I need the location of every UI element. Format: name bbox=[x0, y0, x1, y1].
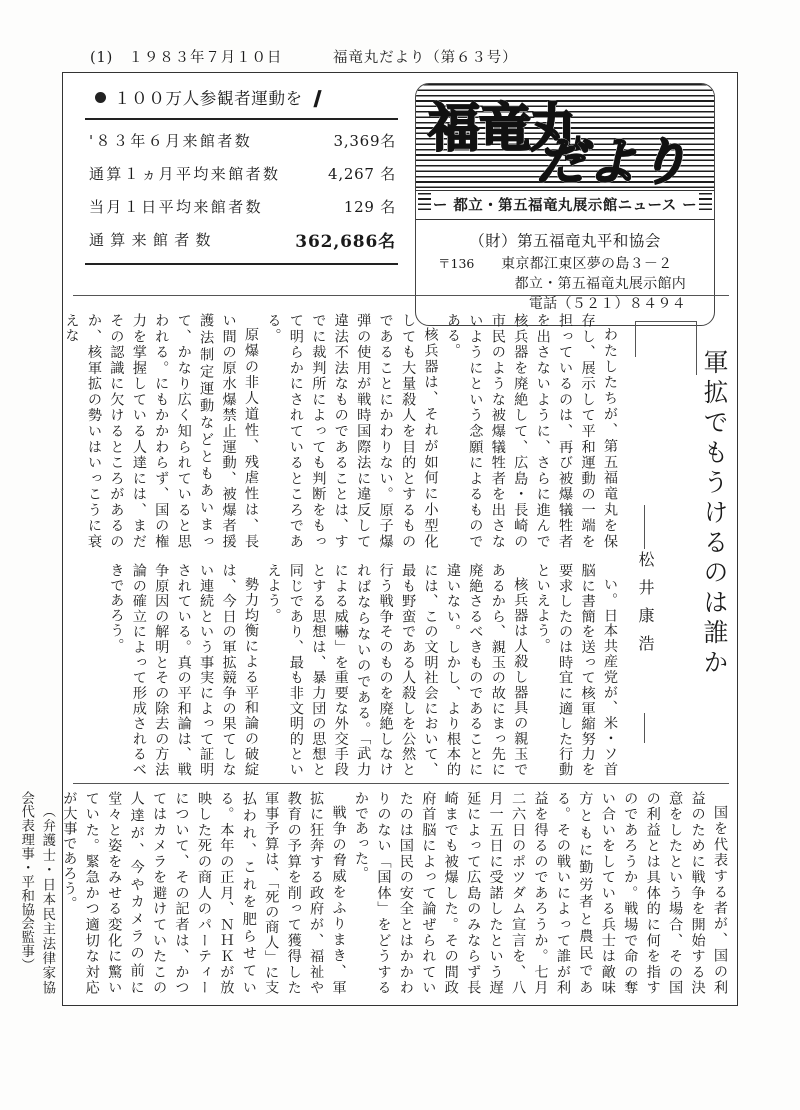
issue-date: (1) １９８３年７月１０日 bbox=[90, 50, 283, 66]
stats-heading-text: １００万人参観者運動を bbox=[114, 89, 303, 108]
stats-top-rule bbox=[85, 118, 398, 120]
author-rule-top bbox=[644, 505, 645, 549]
table-row bbox=[79, 157, 404, 190]
visitor-statistics-panel bbox=[79, 85, 404, 265]
article-column-group-lower bbox=[18, 791, 731, 995]
article-column-group-middle bbox=[108, 563, 621, 777]
article-paragraph: 国を代表する者が、国の利益のために戦争を開始する決意をしたという場合、その国の利益とは具体的に何を指すのであろうか。戦場で命の奪い合いをしている兵士は敵味方ともに勤労者と農民である。その戦いによって誰が利益を得るのであろうか。七月二六日のポツダム宣言を、八月一五日に受諾したという遅延によって広島のみならず長崎までも被爆した。その間政府首脳によって論ぜられていたのは国民の安全とはかかわりのない「国体」をどうするかであった。 bbox=[353, 791, 728, 995]
article-paragraph: 核兵器は、それが如何に小型化しても大量殺人を目的とするものであることにかわりない。原子爆弾の使用が戦時国際法に違反して違法不法なものであることは、すでに裁判所によっても判断をもって明らかにされているところである。 bbox=[265, 313, 439, 549]
bullet-dot-icon bbox=[95, 92, 106, 103]
stats-table bbox=[79, 124, 404, 256]
stripe-ornament-right-icon bbox=[699, 193, 712, 210]
masthead bbox=[415, 83, 715, 326]
publication-title-line: 福竜丸だより（第６３号） bbox=[333, 50, 518, 66]
article-body bbox=[18, 295, 739, 1007]
table-row bbox=[79, 190, 404, 223]
postal-code: 〒136 bbox=[438, 256, 475, 271]
article-headline-block bbox=[627, 315, 733, 755]
stats-label: 通算１ヵ月平均来館者数 bbox=[89, 165, 281, 183]
article-middle-rule bbox=[73, 783, 729, 784]
article-author: 松井康浩 bbox=[636, 551, 655, 663]
stats-value: 362,686名 bbox=[295, 232, 396, 252]
page-frame bbox=[18, 72, 738, 1006]
article-paragraph: わたしたちが、第五福竜丸を保存し、展示して平和運動の一端を担っているのは、再び被爆犠牲者を出さないように、さらに進んで核兵器を廃絶して、広島・長崎の市民のような被爆犠牲者を出さないようにという念願によるものである。 bbox=[444, 313, 618, 549]
article-paragraph: い。日本共産党が、米・ソ首脳に書簡を送って核軍縮努力を要求したのは時宜に適した行動といえよう。 bbox=[534, 563, 618, 777]
address-line-2: 都立・第五福竜丸展示館内 bbox=[514, 275, 686, 292]
page-title: 軍拡でもうけるのは誰か bbox=[700, 349, 729, 679]
author-rule-bottom bbox=[644, 713, 645, 743]
stats-bottom-rule bbox=[85, 263, 398, 265]
article-paragraph: 原爆の非人道性、残虐性は、長い間の原水爆禁止運動、被爆者援護法制定運動などともあいまって、かなり広く知られていると思われる。にもかかわらず、国の権力を掌握している人達には、まだその認識に欠けるところがあるのか、核軍拡の勢いはいっこうに衰えな bbox=[63, 313, 259, 549]
phone-line: 電話（５２１）８４９４ bbox=[528, 295, 686, 312]
stats-label: 当月１日平均来館者数 bbox=[89, 198, 264, 216]
masthead-logo-text-primary: 福竜丸 bbox=[428, 98, 581, 159]
exclamation-slash-icon: ❙ bbox=[308, 87, 328, 107]
stats-value: 129 名 bbox=[343, 198, 396, 216]
address-line-1: 東京都江東区夢の島３－２ bbox=[501, 256, 673, 272]
article-column-group-upper bbox=[63, 313, 621, 549]
running-head bbox=[58, 46, 742, 68]
stats-label: 通算来館者数 bbox=[89, 231, 217, 249]
stats-heading bbox=[79, 85, 404, 109]
masthead-logo bbox=[416, 84, 714, 190]
stats-value: 4,267 名 bbox=[328, 165, 396, 183]
publisher-organization: （財）第五福竜丸平和協会 bbox=[469, 232, 661, 250]
masthead-subtitle bbox=[416, 190, 714, 220]
table-row bbox=[79, 124, 404, 157]
article-paragraph: 戦争の脅威をふりまき、軍拡に狂奔する政府が、福祉や教育の予算を削って獲得した軍事予算は、「死の商人」に支払われ、これを肥らせている。本年の正月、ＮＨＫが放映した死の商人のパーティーについて、その記者は、かつてはカメラを避けていたこの人達が、今やカメラの前に堂々と姿をみせる変化に驚いていた。緊急かつ適切な対応が大事であろう。 bbox=[61, 791, 347, 995]
stats-label: '８３年６月来館者数 bbox=[89, 132, 253, 150]
stats-value: 3,369名 bbox=[333, 132, 396, 150]
article-paragraph: 勢力均衡による平和論の破綻は、今日の軍拡競争の果てしない連続という事実によって証明されている。真の平和論は、戦争原因の解明とその除去の方法論の確立によって形成されるべきであろう。 bbox=[108, 563, 259, 777]
headline-bracket-ornament bbox=[635, 321, 697, 357]
masthead-logo-text-secondary: だより bbox=[536, 132, 689, 190]
table-row bbox=[79, 223, 404, 256]
article-paragraph: 核兵器は人殺し器具の親玉であるから、親玉の故にまっ先に廃絶さるべきものであることに違いない。しかし、より根本的には、この文明社会において、最も野蛮である人殺しを公然と行う戦争そのものを廃絶しなければならないのである。「武力による威嚇」を重要な外交手段とする思想は、暴力団の思想と同じであり、最も非文明的といえよう。 bbox=[265, 563, 529, 777]
stripe-ornament-left-icon bbox=[418, 193, 431, 210]
address-zip-line bbox=[430, 255, 700, 275]
article-top-rule bbox=[73, 295, 729, 296]
masthead-subtitle-text: ー 都立・第五福竜丸展示館ニュース ー bbox=[432, 197, 698, 214]
author-credit: （弁護士・日本民主法律家協会代表理事・平和協会監事） bbox=[18, 791, 55, 995]
